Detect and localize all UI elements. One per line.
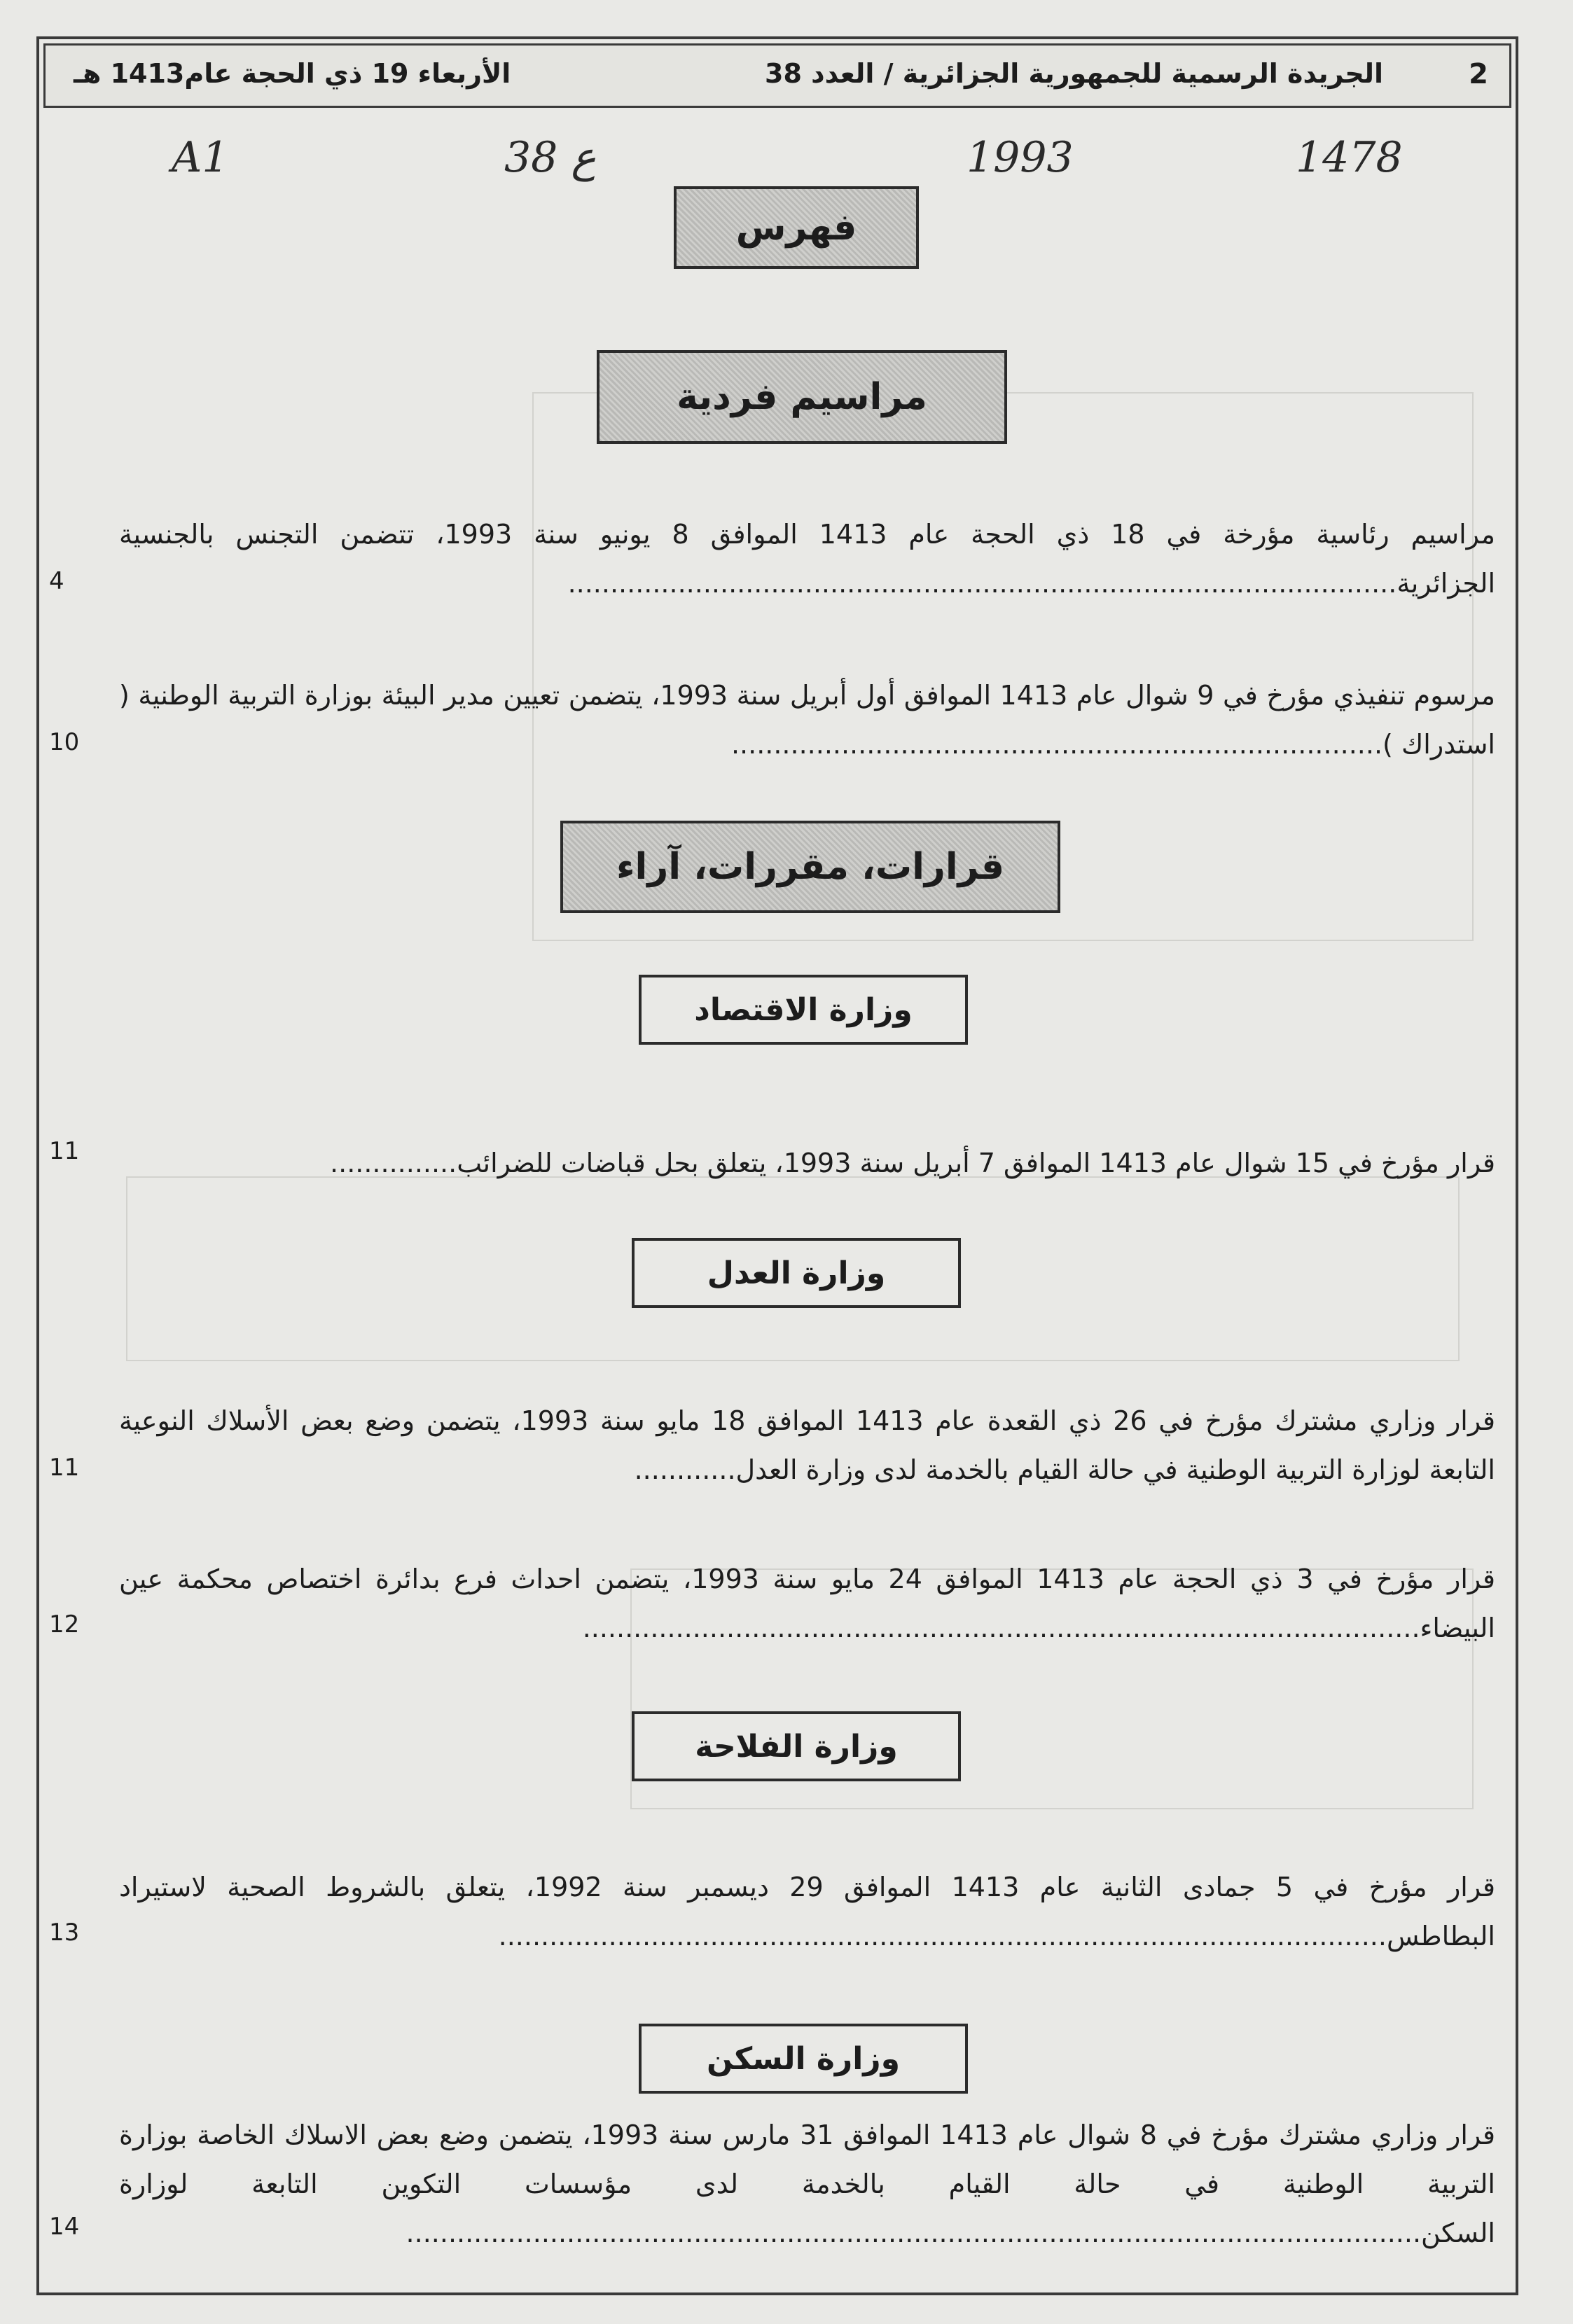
index-title: فهرس bbox=[674, 186, 919, 269]
toc-page-number: 11 bbox=[49, 1454, 80, 1482]
page-number: 2 bbox=[1469, 58, 1488, 90]
toc-entry-text: مرسوم تنفيذي مؤرخ في 9 شوال عام 1413 الموافق أول أبريل سنة 1993، يتضمن تعيين مدير البيئة بوزارة التربية الوطنية ( استدراك )............................................................................. bbox=[119, 680, 1495, 760]
toc-entry-text: قرار مؤرخ في 5 جمادى الثانية عام 1413 الموافق 29 ديسمبر سنة 1992، يتعلق بالشروط الصحية لاستيراد البطاطس......................................................................................................... bbox=[119, 1872, 1495, 1951]
ministry-housing: وزارة السكن bbox=[639, 2024, 968, 2094]
handwritten-number: 1478 bbox=[1296, 133, 1403, 182]
ministry-agriculture: وزارة الفلاحة bbox=[632, 1711, 961, 1781]
toc-entry-text: قرار مؤرخ في 3 ذي الحجة عام 1413 الموافق 24 مايو سنة 1993، يتضمن احداث فرع بدائرة اختصاص محكمة عين البيضاء................................................................................................... bbox=[119, 1564, 1496, 1643]
section-decisions: قرارات، مقررات، آراء bbox=[560, 821, 1060, 913]
toc-entry bbox=[119, 1863, 1495, 1961]
toc-entry bbox=[119, 1396, 1495, 1494]
handwritten-year: 1993 bbox=[966, 133, 1074, 182]
ministry-economy: وزارة الاقتصاد bbox=[639, 975, 968, 1045]
toc-entry-text: قرار مؤرخ في 15 شوال عام 1413 الموافق 7 أبريل سنة 1993، يتعلق بحل قباضات للضرائب............... bbox=[330, 1148, 1495, 1178]
handwritten-note-a1: A1 bbox=[172, 133, 229, 182]
toc-page-number: 14 bbox=[49, 2213, 80, 2241]
section-individual-decrees: مراسيم فردية bbox=[597, 350, 1007, 444]
toc-entry bbox=[119, 671, 1495, 769]
toc-entry bbox=[119, 510, 1495, 608]
toc-entry-text: مراسيم رئاسية مؤرخة في 18 ذي الحجة عام 1413 الموافق 8 يونيو سنة 1993، تتضمن التجنس بالجنسية الجزائرية.................................................................................................. bbox=[119, 519, 1496, 599]
handwritten-issue-note: 38 ع bbox=[504, 133, 597, 182]
toc-entry-text: قرار وزاري مشترك مؤرخ في 26 ذي القعدة عام 1413 الموافق 18 مايو سنة 1993، يتضمن وضع بعض الأسلاك النوعية التابعة لوزارة التربية الوطنية في حالة القيام بالخدمة لدى وزارة العدل............ bbox=[119, 1405, 1495, 1485]
toc-entry bbox=[119, 1554, 1495, 1652]
gazette-header bbox=[43, 43, 1511, 108]
toc-entry bbox=[119, 2110, 1495, 2257]
toc-entry bbox=[119, 1139, 1495, 1188]
ministry-justice: وزارة العدل bbox=[632, 1238, 961, 1308]
issue-date: الأربعاء 19 ذي الحجة عام1413 هـ bbox=[74, 58, 511, 89]
toc-page-number: 10 bbox=[49, 728, 80, 756]
toc-page-number: 13 bbox=[49, 1919, 80, 1947]
toc-page-number: 11 bbox=[49, 1137, 80, 1165]
toc-page-number: 12 bbox=[49, 1610, 80, 1638]
gazette-title: الجريدة الرسمية للجمهورية الجزائرية / العدد 38 bbox=[765, 58, 1383, 89]
toc-page-number: 4 bbox=[49, 567, 64, 595]
toc-entry-text: قرار وزاري مشترك مؤرخ في 8 شوال عام 1413 الموافق 31 مارس سنة 1993، يتضمن وضع بعض الاسلاك الخاصة بوزارة التربية الوطنية في حالة القيام بالخدمة لدى مؤسسات التكوين التابعة لوزارة السكن........................................................................................................................ bbox=[119, 2120, 1496, 2248]
